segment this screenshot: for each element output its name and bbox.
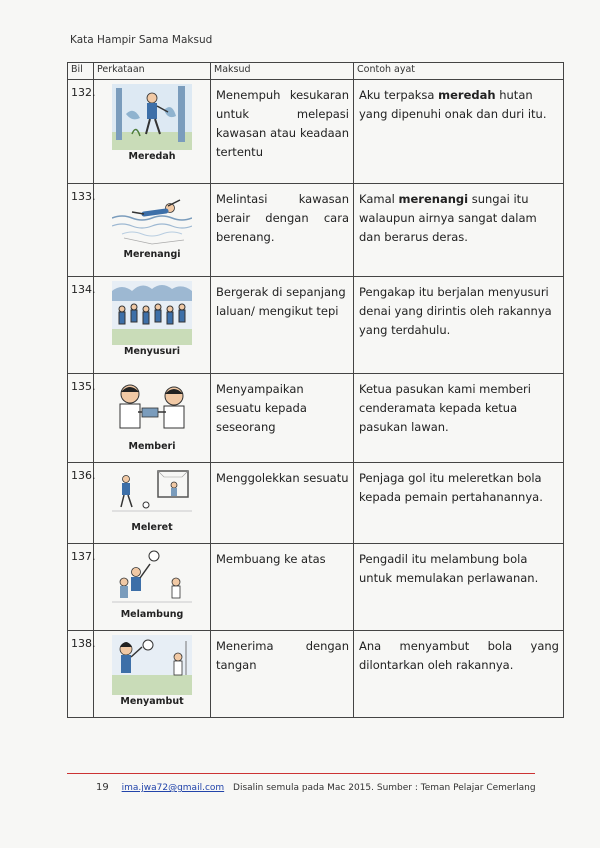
table-row <box>68 631 564 718</box>
maksud-cell: Menempuh kesukaran untuk melepasi kawasan atau keadaan tertentu <box>211 80 354 184</box>
contoh-text: hutan yang dipenuhi onak dan duri itu. <box>359 88 547 121</box>
row-number: 134. <box>68 277 94 374</box>
maksud-cell: Bergerak di sepanjang laluan/ mengikut tepi <box>211 277 354 374</box>
table-row <box>68 544 564 631</box>
word-caption: Menyusuri <box>124 346 180 357</box>
scouts-trail-illustration <box>112 281 192 345</box>
referee-toss-illustration <box>112 548 192 608</box>
maksud-cell: Menggolekkan sesuatu <box>211 463 354 544</box>
header-contoh: Contoh ayat <box>354 63 564 80</box>
word-illustration-cell <box>94 184 211 277</box>
contoh-cell: Ketua pasukan kami memberi cenderamata kepada ketua pasukan lawan. <box>354 374 564 463</box>
contoh-cell: Pengadil itu melambung bola untuk memulakan perlawanan. <box>354 544 564 631</box>
maksud-cell: Melintasi kawasan berair dengan cara berenang. <box>211 184 354 277</box>
maksud-cell: Menyampaikan sesuatu kepada seseorang <box>211 374 354 463</box>
word-caption: Melambung <box>120 609 184 620</box>
word-caption: Meredah <box>128 151 176 162</box>
word-caption: Memberi <box>128 441 176 452</box>
contoh-text: sungai itu walaupun airnya sangat dalam dan berarus deras. <box>359 192 537 244</box>
contoh-cell <box>354 80 564 184</box>
swimming-illustration <box>112 188 192 248</box>
row-number: 133. <box>68 184 94 277</box>
word-illustration-cell <box>94 463 211 544</box>
contoh-cell <box>354 184 564 277</box>
row-number: 136. <box>68 463 94 544</box>
word-caption: Meleret <box>131 522 173 533</box>
header-maksud: Maksud <box>211 63 354 80</box>
word-caption: Menyambut <box>120 696 184 707</box>
row-number: 137. <box>68 544 94 631</box>
contoh-cell: Ana menyambut bola yang dilontarkan oleh rakannya. <box>354 631 564 718</box>
table-row <box>68 463 564 544</box>
keyword: merenangi <box>398 192 469 206</box>
giving-gift-illustration <box>112 378 192 440</box>
word-caption: Merenangi <box>123 249 181 260</box>
keyword: meredah <box>438 88 496 102</box>
goalkeeper-roll-illustration <box>112 467 192 521</box>
page-number: 19 <box>96 782 109 793</box>
page-footer <box>96 782 536 793</box>
forest-walk-illustration <box>112 84 192 150</box>
contoh-cell: Pengakap itu berjalan menyusuri denai yang dirintis oleh rakannya yang terdahulu. <box>354 277 564 374</box>
footer-divider <box>67 773 535 774</box>
table-row <box>68 374 564 463</box>
header-perkataan: Perkataan <box>94 63 211 80</box>
row-number: 138. <box>68 631 94 718</box>
row-number: 132. <box>68 80 94 184</box>
word-illustration-cell <box>94 544 211 631</box>
catching-ball-illustration <box>112 635 192 695</box>
contoh-text: Aku terpaksa <box>359 88 439 102</box>
contoh-cell: Penjaga gol itu meleretkan bola kepada pemain pertahanannya. <box>354 463 564 544</box>
page-title: Kata Hampir Sama Maksud <box>70 34 213 46</box>
word-illustration-cell <box>94 80 211 184</box>
word-illustration-cell <box>94 277 211 374</box>
vocabulary-table <box>67 62 564 718</box>
maksud-cell: Menerima dengan tangan <box>211 631 354 718</box>
contoh-text: Kamal <box>359 192 399 206</box>
source-note: Disalin semula pada Mac 2015. Sumber : Teman Pelajar Cemerlang <box>233 783 536 793</box>
table-row <box>68 184 564 277</box>
word-illustration-cell <box>94 631 211 718</box>
table-row <box>68 80 564 184</box>
maksud-cell: Membuang ke atas <box>211 544 354 631</box>
header-bil: Bil <box>68 63 94 80</box>
table-row <box>68 277 564 374</box>
author-email-link[interactable]: ima.jwa72@gmail.com <box>121 783 225 793</box>
row-number: 135. <box>68 374 94 463</box>
table-header-row <box>68 63 564 80</box>
word-illustration-cell <box>94 374 211 463</box>
